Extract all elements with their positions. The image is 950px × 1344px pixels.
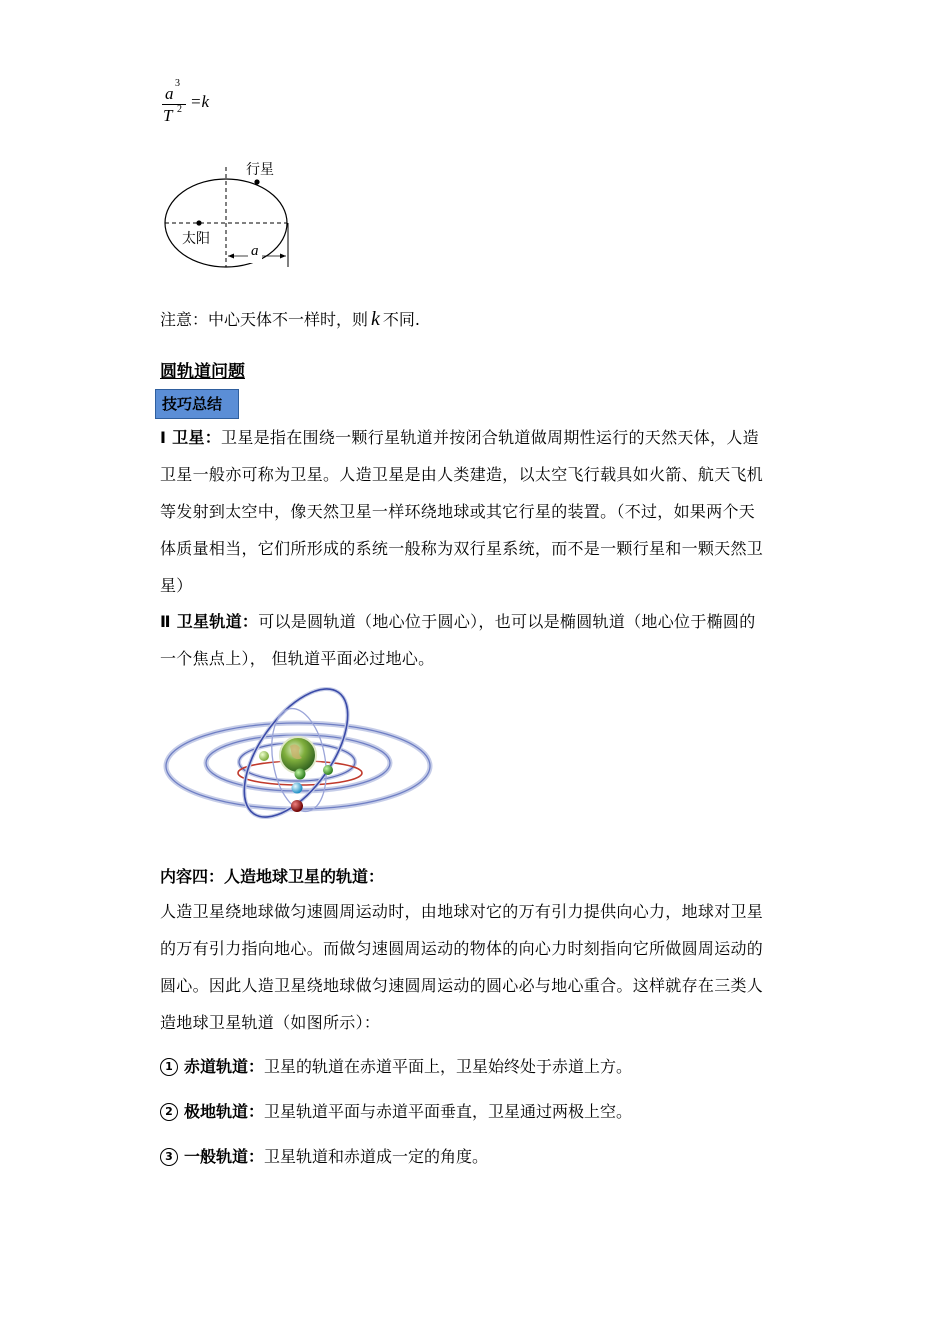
sun-label: 太阳 — [182, 231, 210, 247]
list-item-equatorial — [160, 1048, 632, 1085]
item-label: 极地轨道： — [184, 1102, 265, 1121]
planet-label: 行星 — [246, 162, 274, 178]
satellite-line-3: 等发射到太空中，像天然卫星一样环绕地球或其它行星的装置。（不过，如果两个天 — [160, 502, 756, 521]
orbit-label: Ⅱ 卫星轨道： — [160, 612, 259, 631]
fraction-bar — [162, 104, 186, 105]
item-label: 一般轨道： — [184, 1147, 265, 1166]
orbit-line-2: 一个焦点上）， 但轨道平面必过地心。 — [160, 649, 435, 668]
formula-den-exponent: 2 — [177, 104, 182, 115]
orbit-text: 可以是圆轨道（地心位于圆心），也可以是椭圆轨道（地心位于椭圆的 — [258, 612, 756, 631]
list-item-polar — [160, 1093, 632, 1130]
content-four-line-3: 圆心。因此人造卫星绕地球做匀速圆周运动的圆心必与地心重合。这样就存在三类人 — [160, 976, 764, 995]
note-suffix: 不同. — [382, 310, 420, 329]
section-title: 圆轨道问题 — [160, 362, 245, 382]
content-four-line-1: 人造卫星绕地球做匀速圆周运动时，由地球对它的万有引力提供向心力，地球对卫星 — [160, 902, 764, 921]
satellite-line-5: 星） — [160, 576, 193, 595]
note-prefix: 注意：中心天体不一样时，则 — [160, 310, 369, 329]
content-four-paragraph — [160, 893, 790, 1041]
ellipse-orbit-svg — [160, 155, 300, 270]
satellite-line-2: 卫星一般亦可称为卫星。人造卫星是由人类建造，以太空飞行载具如火箭、航天飞机 — [160, 465, 764, 484]
orbit-paragraph — [160, 603, 790, 677]
note-line — [160, 301, 420, 338]
satellite-line-4: 体质量相当，它们所形成的系统一般称为双行星系统，而不是一颗行星和一颗天然卫 — [160, 539, 764, 558]
formula-numerator: a — [165, 84, 174, 103]
kepler-formula — [160, 78, 240, 130]
satellite-text: 卫星是指在围绕一颗行星轨道并按闭合轨道做周期性运行的天然天体，人造 — [221, 428, 759, 447]
content-four-line-2: 的万有引力指向地心。而做匀速圆周运动的物体的向心力时刻指向它所做圆周运动的 — [160, 939, 764, 958]
orbit-line-1 — [160, 603, 790, 640]
item-text: 卫星轨道平面与赤道平面垂直，卫星通过两极上空。 — [264, 1102, 633, 1121]
earth-orbits-illustration — [160, 678, 435, 828]
content-four-title: 内容四：人造地球卫星的轨道： — [160, 867, 385, 886]
number-badge: 1 — [160, 1058, 178, 1076]
formula-denominator: T — [163, 106, 173, 125]
formula-num-exponent: 3 — [175, 78, 180, 89]
content-four-line-4: 造地球卫星轨道（如图所示）： — [160, 1013, 381, 1032]
satellite-paragraph — [160, 419, 790, 604]
tip-summary-box: 技巧总结 — [155, 389, 239, 419]
satellite-label: Ⅰ 卫星： — [160, 428, 222, 447]
number-badge: 2 — [160, 1103, 178, 1121]
list-item-general — [160, 1138, 488, 1175]
semi-major-axis-label: a — [251, 243, 259, 259]
formula-rhs: =k — [190, 92, 210, 111]
earth-orbits-svg — [160, 678, 435, 828]
item-label: 赤道轨道： — [184, 1057, 265, 1076]
number-badge: 3 — [160, 1148, 178, 1166]
note-k: k — [371, 308, 380, 330]
item-text: 卫星的轨道在赤道平面上，卫星始终处于赤道上方。 — [264, 1057, 633, 1076]
satellite-line-1 — [160, 419, 790, 456]
item-text: 卫星轨道和赤道成一定的角度。 — [264, 1147, 489, 1166]
ellipse-orbit-diagram — [160, 155, 300, 270]
